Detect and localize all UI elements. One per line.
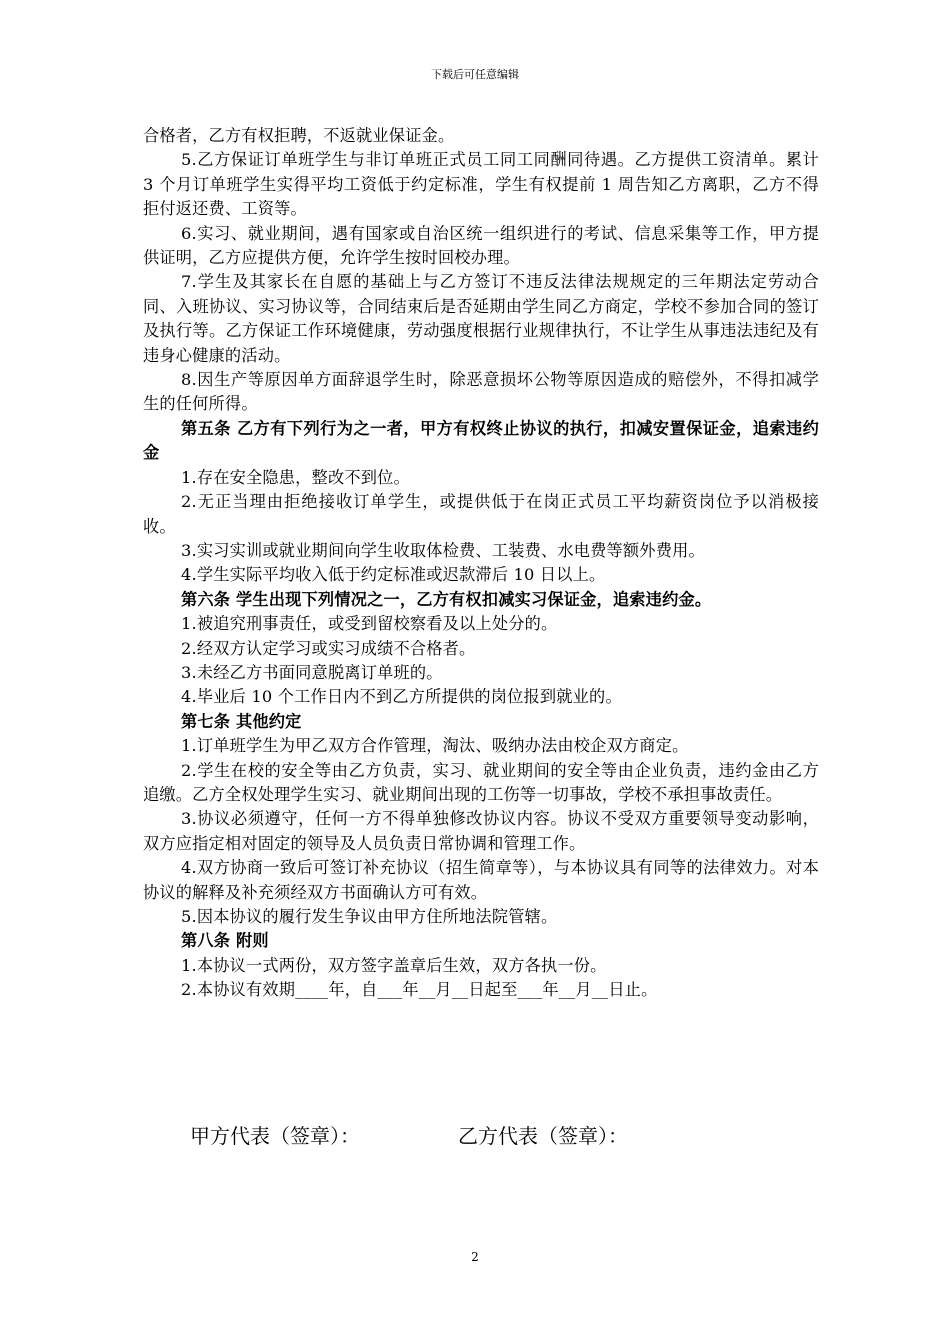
paragraph: 2.无正当理由拒绝接收订单学生，或提供低于在岗正式员工平均薪资岗位予以消极接收。 <box>143 492 819 536</box>
paragraph: 6.实习、就业期间，遇有国家或自治区统一组织进行的考试、信息采集等工作，甲方提供证明，乙方应提供方便，允许学生按时回校办理。 <box>143 223 819 268</box>
paragraph: 8.因生产等原因单方面辞退学生时，除恶意损坏公物等原因造成的赔偿外，不得扣减学生的任何所得。 <box>143 370 819 414</box>
paragraph: 3.实习实训或就业期间向学生收取体检费、工装费、水电费等额外费用。 <box>181 540 705 560</box>
article-heading: 第六条 学生出现下列情况之一，乙方有权扣减实习保证金，追索违约金。 <box>181 589 712 609</box>
article-heading: 第七条 其他约定 <box>181 711 302 731</box>
paragraph: 1.存在安全隐患，整改不到位。 <box>181 467 410 487</box>
paragraph: 4.毕业后 10 个工作日内不到乙方所提供的岗位报到就业的。 <box>181 687 622 707</box>
paragraph: 3.未经乙方书面同意脱离订单班的。 <box>181 662 443 682</box>
document-body <box>143 124 819 1003</box>
paragraph: 5.乙方保证订单班学生与非订单班正式员工同工同酬同待遇。乙方提供工资清单。累计 3 个月订单班学生实得平均工资低于约定标准，学生有权提前 1 周告知乙方离职，乙方不得拒付返还费、工资等。 <box>143 150 819 219</box>
paragraph: 3.协议必须遵守，任何一方不得单独修改协议内容。协议不受双方重要领导变动影响，双方应指定相对固定的领导及人员负责日常协调和管理工作。 <box>143 809 819 853</box>
paragraph: 5.因本协议的履行发生争议由甲方住所地法院管辖。 <box>181 907 558 926</box>
party-b-signature: 乙方代表（签章）： <box>458 1124 628 1148</box>
paragraph: 4.双方协商一致后可签订补充协议（招生简章等），与本协议具有同等的法律效力。对本协议的解释及补充须经双方书面确认方可有效。 <box>143 858 819 902</box>
paragraph: 1.订单班学生为甲乙双方合作管理，淘汰、吸纳办法由校企双方商定。 <box>181 736 689 756</box>
paragraph: 7.学生及其家长在自愿的基础上与乙方签订不违反法律法规规定的三年期法定劳动合同、入班协议、实习协议等，合同结束后是否延期由学生同乙方商定，学校不参加合同的签订及执行等。乙方保证工作环境健康，劳动强度根据行业规律执行，不让学生从事违法违纪及有违身心健康的活动。 <box>143 272 819 365</box>
article-heading: 第八条 附则 <box>181 931 269 951</box>
paragraph: 1.被追究刑事责任，或受到留校察看及以上处分的。 <box>181 614 558 634</box>
paragraph: 合格者，乙方有权拒聘，不返就业保证金。 <box>143 126 455 145</box>
page-number: 2 <box>471 1250 479 1264</box>
paragraph: 4.学生实际平均收入低于约定标准或迟款滞后 10 日以上。 <box>181 565 606 585</box>
party-a-signature: 甲方代表（签章）： <box>190 1124 360 1148</box>
paragraph: 2.经双方认定学习或实习成绩不合格者。 <box>181 638 476 658</box>
paragraph: 2.学生在校的安全等由乙方负责，实习、就业期间的安全等由企业负责，违约金由乙方追缴。乙方全权处理学生实习、就业期间出现的工伤等一切事故，学校不承担事故责任。 <box>143 760 819 804</box>
article-heading: 第五条 乙方有下列行为之一者，甲方有权终止协议的执行，扣减安置保证金，追索违约金 <box>143 418 819 463</box>
paragraph: 1.本协议一式两份，双方签字盖章后生效，双方各执一份。 <box>181 955 607 975</box>
paragraph: 2.本协议有效期____年，自___年__月__日起至___年__月__日止。 <box>181 980 658 1000</box>
page-header: 下载后可任意编辑 <box>431 68 519 81</box>
